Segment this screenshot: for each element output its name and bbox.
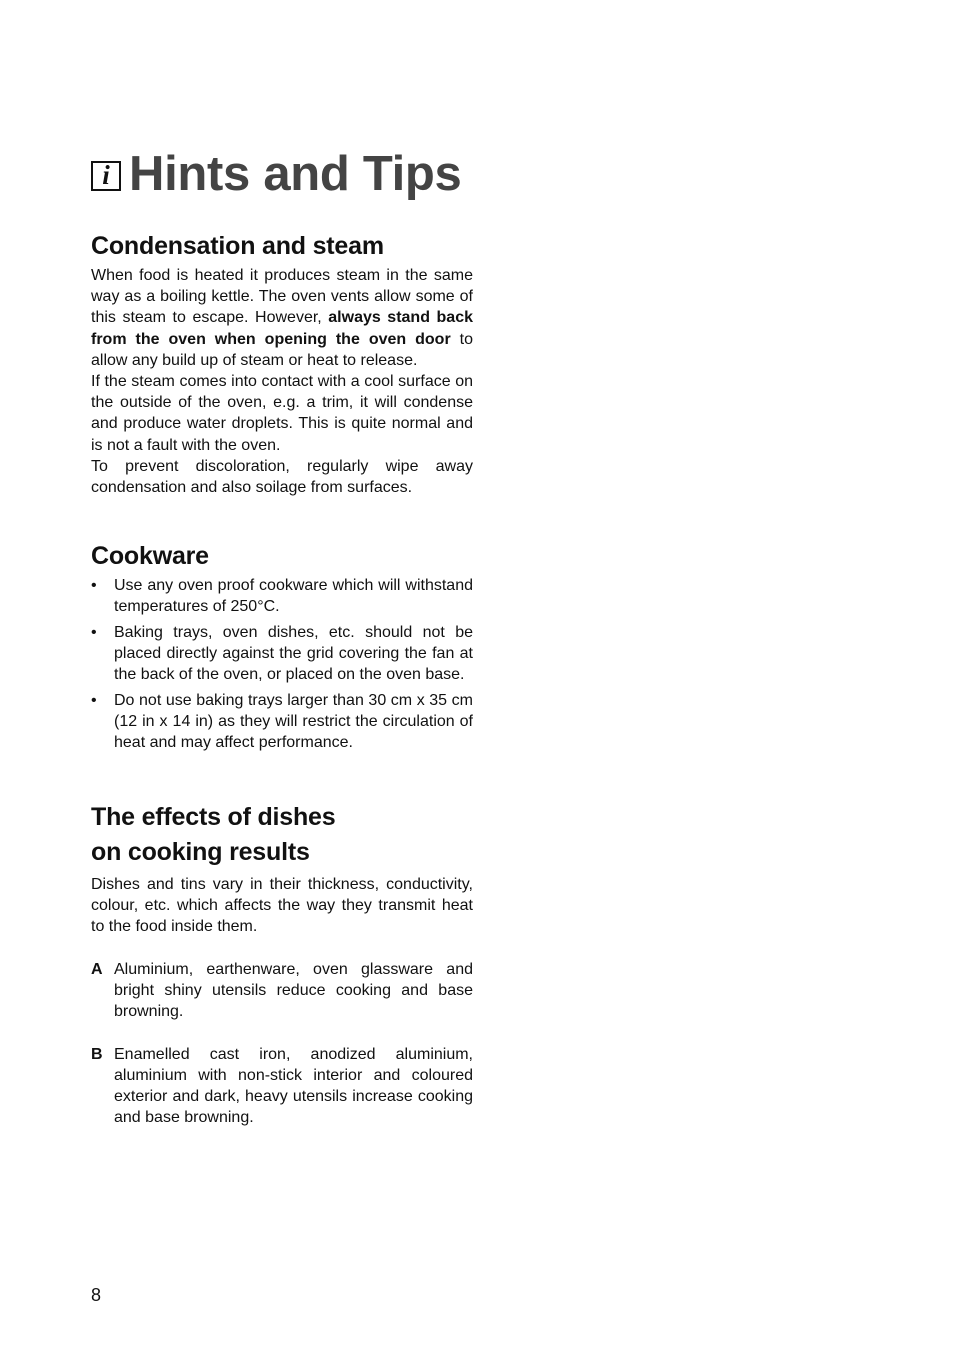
cookware-list [91, 575, 473, 753]
info-icon [91, 161, 121, 191]
condensation-section [91, 232, 473, 498]
effects-heading-line-1: The effects of dishes [91, 803, 336, 831]
info-icon-glyph: i [102, 160, 110, 190]
condensation-paragraph-2: If the steam comes into contact with a cool surface on the outside of the oven, e.g. a trim, it will condense and produce water droplets. This is quite normal and is not a fault with the oven. [91, 373, 473, 454]
bullet-icon: • [91, 624, 97, 641]
condensation-p1-text: When food is heated it produces steam in the same way as a boiling kettle. The oven vents allow some of this steam to escape. However, [91, 267, 473, 327]
list-item [91, 622, 473, 685]
list-item-text: Baking trays, oven dishes, etc. should not be placed directly against the grid covering the fan at the back of the oven, or placed on the oven base. [114, 624, 473, 683]
item-letter: A [91, 960, 103, 978]
list-item [91, 575, 473, 617]
list-item-text: Do not use baking trays larger than 30 cm x 35 cm (12 in x 14 in) as they will restrict the circulation of heat and may affect performance. [114, 692, 473, 751]
condensation-p1-text-end: to allow any build up of steam or heat to release. [91, 330, 473, 369]
effects-intro: Dishes and tins vary in their thickness, conductivity, colour, etc. which affects the way they transmit heat to the food inside them. [91, 876, 473, 936]
list-item-text: Use any oven proof cookware which will withstand temperatures of 250°C. [114, 577, 473, 615]
item-letter: B [91, 1045, 103, 1063]
page-title: Hints and Tips [129, 147, 462, 201]
item-text: Aluminium, earthenware, oven glassware and bright shiny utensils reduce cooking and base browning. [114, 960, 473, 1021]
effects-heading-line-2: on cooking results [91, 838, 310, 866]
item-text: Enamelled cast iron, anodized aluminium, aluminium with non-stick interior and coloured exterior and dark, heavy utensils increase cooking and base browning. [114, 1045, 473, 1127]
condensation-heading: Condensation and steam [91, 232, 384, 260]
condensation-paragraph-3: To prevent discoloration, regularly wipe away condensation and also soilage from surfaces. [91, 457, 473, 497]
condensation-paragraph-1 [91, 265, 473, 371]
page-number: 8 [91, 1285, 102, 1305]
effects-item-a [91, 959, 473, 1023]
page-header [91, 146, 461, 202]
cookware-heading: Cookware [91, 542, 209, 570]
effects-heading [91, 800, 473, 870]
effects-item-b [91, 1044, 473, 1129]
condensation-p1-warning: always stand back from the oven when opening the oven door [91, 309, 473, 348]
effects-section [91, 800, 473, 1129]
bullet-icon: • [91, 692, 97, 709]
cookware-section [91, 542, 473, 758]
bullet-icon: • [91, 577, 97, 594]
list-item [91, 690, 473, 753]
